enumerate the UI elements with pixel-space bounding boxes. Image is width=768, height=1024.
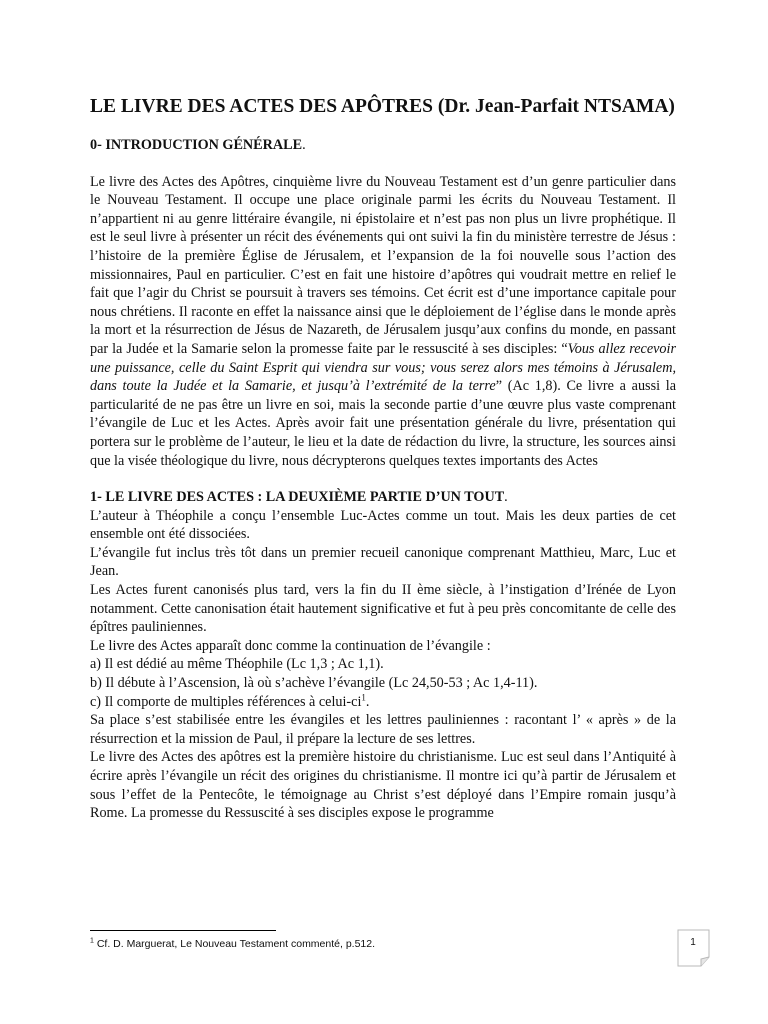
intro-heading-text: 0- INTRODUCTION GÉNÉRALE: [90, 137, 303, 153]
footnote-separator: [90, 930, 276, 931]
footnote-text: Cf. D. Marguerat, Le Nouveau Testament commenté, p.512.: [93, 938, 376, 950]
section1-item-c-end: .: [365, 693, 370, 710]
page-content: [90, 96, 676, 823]
footnote: [90, 937, 650, 951]
page-curl-icon: [677, 929, 711, 967]
section1-heading-period: .: [504, 489, 508, 506]
section1-heading: [90, 488, 676, 507]
footnote-ref[interactable]: 1: [361, 691, 366, 702]
section1-item-b: b) Il débute à l’Ascension, là où s’achève l’évangile (Lc 24,50-53 ; Ac 1,4-11).: [90, 675, 538, 692]
intro-text-end: ” (Ac 1,8). Ce livre a aussi la particularité de ne pas être un livre en soi, mais la seconde partie d’une œuvre plus vaste comprenant l’évangile de Luc et les Actes. Après avoir fait une présentation générale du livre, présentation qui portera sur le problème de l’auteur, le lieu et la date de rédaction du livre, la structure, les sources ainsi que la visée théologique du livre, nous décrypterons quelques textes importants des Actes: [90, 378, 676, 469]
section1-item-c-text: c) Il comporte de multiples références à celui-ci: [90, 693, 362, 710]
section1-line-8: Sa place s’est stabilisée entre les évangiles et les lettres pauliniennes : racontant l’ « après » de la résurrection et la mission de Paul, il prépare la lecture de ses lettres.: [90, 712, 676, 747]
footnote-marker: 1: [90, 937, 94, 945]
page-number-box: [677, 929, 711, 967]
section1-item-c: [90, 693, 676, 712]
document-title: LE LIVRE DES ACTES DES APÔTRES (Dr. Jean-Parfait NTSAMA): [90, 96, 675, 117]
page-number: 1: [690, 937, 696, 948]
section1-line-3: Les Actes furent canonisés plus tard, vers la fin du II ème siècle, à l’instigation d’Irénée de Lyon notamment. Cette canonisation était hautement significative et fut à peu près concomitante de celle des épîtres pauliniennes.: [90, 582, 676, 636]
section1-item-a: a) Il est dédié au même Théophile (Lc 1,3 ; Ac 1,1).: [90, 656, 384, 673]
section1-heading-text: 1- LE LIVRE DES ACTES : LA DEUXIÈME PARTIE D’UN TOUT: [90, 489, 505, 506]
intro-heading: [90, 136, 676, 155]
section1-line-9: Le livre des Actes des apôtres est la première histoire du christianisme. Luc est seul dans l’Antiquité à écrire après l’évangile un récit des origines du christianisme. Il montre ici qu’à partir de Jérusalem et sous l’effet de la Pentecôte, le témoignage au Christ s’est déployé dans l’Empire romain jusqu’à Rome. La promesse du Ressuscité à ses disciples expose le programme: [90, 749, 676, 822]
section1-line-2: L’évangile fut inclus très tôt dans un premier recueil canonique comprenant Matthieu, Marc, Luc et Jean.: [90, 544, 676, 580]
section1-line-4: Le livre des Actes apparaît donc comme la continuation de l’évangile :: [90, 637, 491, 654]
intro-heading-period: .: [302, 137, 306, 153]
acts-quote: Vous allez recevoir une puissance, celle du Saint Esprit qui viendra sur vous; vous serez alors mes témoins à Jérusalem, dans toute la Judée et la Samarie, et jusqu’à l’extrémité de la terre: [90, 340, 676, 395]
intro-paragraph: [90, 173, 676, 471]
intro-text: Le livre des Actes des Apôtres, cinquième livre du Nouveau Testament est d’un genre particulier dans le Nouveau Testament. Il occupe une place originale parmi les écrits du Nouveau Testament. Il n’appartient ni au genre littéraire évangile, ni épistolaire et n’est pas non plus un livre prophétique. Il est le seul livre à présenter un récit des événements qui ont suivi la fin du ministère terrestre de Jésus : l’histoire de la première Église de Jérusalem, et l’expansion de la foi nouvelle sous l’action des missionnaires, Paul en particulier. C’est en fait une histoire d’apôtres qui voudrait mettre en relief le fait que l’agir du Christ se poursuit à travers ses témoins. Cet écrit est d’une importance capitale pour nous chrétiens. Il raconte en effet la naissance ainsi que le déploiement de l’église dans le monde après la mort et la résurrection de Jésus de Nazareth, de Jérusalem jusqu’aux confins du monde, en passant par la Judée et la Samarie selon la promesse faite par le ressuscité à ses disciples: “: [90, 173, 676, 357]
section1-line-1: L’auteur à Théophile a conçu l’ensemble Luc-Actes comme un tout. Mais les deux parties de cet ensemble ont été dissociées.: [90, 507, 676, 543]
